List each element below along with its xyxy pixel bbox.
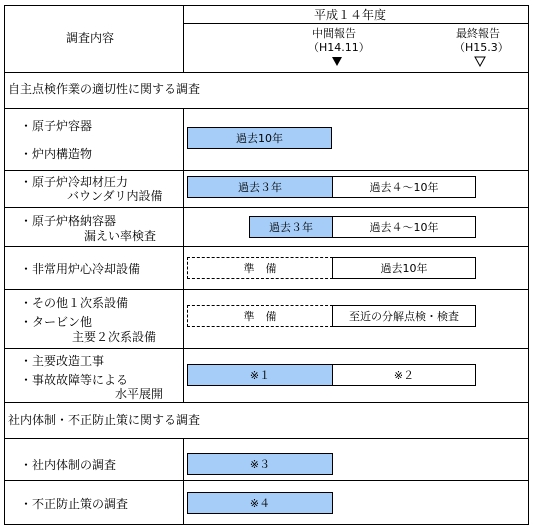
row-divider	[4, 246, 529, 247]
hollow-triangle-icon	[474, 56, 486, 67]
filled-triangle-icon	[332, 57, 342, 66]
item-label: ・主要改造工事	[20, 354, 105, 368]
column-divider-section1	[183, 108, 184, 402]
table-bottom-border	[4, 524, 529, 525]
bar-note-4: ※４	[187, 492, 333, 514]
section-title: 社内体制・不正防止策に関する調査	[8, 413, 201, 427]
interim-report-date: （H14.11）	[308, 41, 370, 54]
item-label: ・非常用炉心冷却設備	[20, 262, 141, 276]
final-report-label: 最終報告	[456, 27, 500, 40]
header-column-divider	[183, 5, 184, 72]
item-label: バウンダリ内設備	[67, 189, 163, 203]
fiscal-year-header: 平成１４年度	[314, 8, 387, 22]
content-column-header: 調査内容	[66, 31, 115, 45]
table-right-border	[528, 5, 529, 525]
bar-past-4-10-years: 過去４～10年	[332, 176, 476, 198]
item-label: 主要２次系設備	[72, 330, 157, 344]
bar-past-3-years: 過去３年	[249, 216, 333, 238]
item-label: ・事故故障等による	[20, 373, 129, 387]
bar-past-4-10-years: 過去４～10年	[332, 216, 476, 238]
section-title: 自主点検作業の適切性に関する調査	[8, 82, 201, 96]
bar-note-2: ※２	[332, 364, 476, 386]
bar-preparation: 準 備	[187, 257, 333, 279]
bar-past-10-years: 過去10年	[187, 127, 332, 149]
header-bottom-border	[4, 72, 529, 73]
interim-report-label: 中間報告	[312, 27, 356, 40]
item-label: ・原子炉格納容器	[20, 214, 117, 228]
row-divider	[4, 480, 529, 481]
item-label: 水平展開	[115, 387, 164, 401]
row-divider	[4, 170, 529, 171]
item-label: ・原子炉冷却材圧力	[20, 175, 129, 189]
item-label: 漏えい率検査	[84, 229, 157, 243]
section-title-divider	[4, 108, 529, 109]
bar-preparation: 準 備	[187, 305, 333, 327]
row-divider	[4, 207, 529, 208]
section-title-divider	[4, 438, 529, 439]
table-top-border	[4, 5, 529, 6]
bar-past-10-years: 過去10年	[332, 257, 476, 279]
period-underline	[183, 23, 529, 24]
item-label: ・社内体制の調査	[20, 458, 117, 472]
column-divider-section2	[183, 438, 184, 525]
bar-past-3-years: 過去３年	[187, 176, 333, 198]
item-label: ・原子炉容器	[20, 119, 93, 133]
bar-note-1: ※１	[187, 364, 333, 386]
item-label: ・その他１次系設備	[20, 296, 129, 310]
item-label: ・炉内構造物	[20, 147, 93, 161]
bar-note-3: ※３	[187, 453, 333, 475]
table-left-border	[4, 5, 5, 525]
row-divider	[4, 348, 529, 349]
final-report-date: （H15.3）	[454, 41, 509, 54]
item-label: ・タービン他	[20, 315, 93, 329]
item-label: ・不正防止策の調査	[20, 497, 129, 511]
section-divider	[4, 402, 529, 403]
bar-recent-overhaul-inspection: 至近の分解点検・検査	[332, 305, 476, 327]
row-divider	[4, 289, 529, 290]
